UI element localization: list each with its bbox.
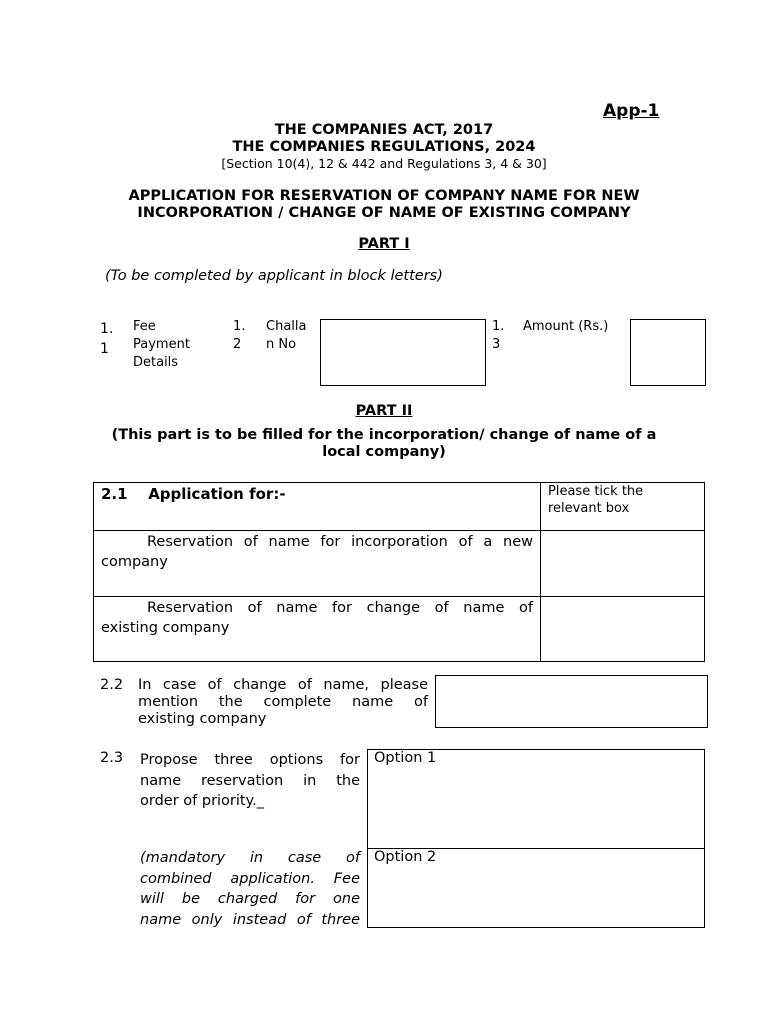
challan-no-label xyxy=(266,318,306,354)
option-change-of-name-line1: Reservation of name for change of name of xyxy=(147,600,533,616)
part1-instruction: (To be completed by applicant in block letters) xyxy=(105,268,443,284)
section-2-3-note-line3: will be charged for one xyxy=(140,891,360,907)
regulations-title: THE COMPANIES REGULATIONS, 2024 xyxy=(232,139,536,155)
challan-item-number xyxy=(233,318,245,354)
option-new-incorporation-line2: company xyxy=(101,554,168,570)
challan-item-number-line2: 2 xyxy=(233,337,242,352)
amount-field[interactable] xyxy=(630,319,706,386)
option-1-field[interactable] xyxy=(368,750,705,849)
fee-payment-label-line2: Payment xyxy=(133,337,190,352)
option-new-incorporation xyxy=(94,531,541,597)
section-2-3-line3: order of priority._ xyxy=(140,793,264,809)
fee-payment-label-line3: Details xyxy=(133,355,179,370)
section-2-3-text xyxy=(140,750,360,812)
section-2-1-header xyxy=(94,483,541,531)
section-2-2-number: 2.2 xyxy=(100,677,124,693)
option-new-incorporation-line1: Reservation of name for incorporation of a new xyxy=(147,534,533,550)
part2-heading: PART II xyxy=(355,403,413,419)
section-2-3-note-line1: (mandatory in case of xyxy=(140,850,360,866)
fee-item-number-line1: 1. xyxy=(100,321,114,337)
fee-item-number-line2: 1 xyxy=(100,341,109,357)
fee-payment-label xyxy=(133,318,190,372)
part2-note-line2: local company) xyxy=(322,444,446,460)
tick-instruction-line2: relevant box xyxy=(548,501,630,516)
part1-heading: PART I xyxy=(358,236,410,252)
section-2-3-line1: Propose three options for xyxy=(140,752,360,768)
section-2-3-line2: name reservation in the xyxy=(140,772,360,789)
amount-item-number xyxy=(492,318,504,354)
option-change-of-name xyxy=(94,597,541,662)
act-title: THE COMPANIES ACT, 2017 xyxy=(274,122,494,138)
section-2-3-note xyxy=(140,848,360,930)
section-2-2-line2: mention the complete name of xyxy=(138,694,428,710)
tick-box-new-incorporation[interactable] xyxy=(541,531,705,597)
option-1-label: Option 1 xyxy=(374,750,437,766)
option-change-of-name-line2: existing company xyxy=(101,620,230,636)
name-options-table xyxy=(367,749,705,928)
application-title-line2: INCORPORATION / CHANGE OF NAME OF EXISTING COMPANY xyxy=(137,205,631,221)
challan-no-label-line1: Challa xyxy=(266,319,307,334)
option-2-label: Option 2 xyxy=(374,849,437,865)
option-2-field[interactable] xyxy=(368,849,705,928)
app-label: App-1 xyxy=(603,101,660,121)
part2-note-line1: (This part is to be filled for the incorporation/ change of name of a xyxy=(111,427,657,443)
tick-instruction xyxy=(541,483,705,531)
section-2-2-line3: existing company xyxy=(138,711,267,727)
section-reference: [Section 10(4), 12 & 442 and Regulations 3, 4 & 30] xyxy=(221,156,547,171)
section-2-1-label: Application for:- xyxy=(148,485,286,503)
tick-instruction-line1: Please tick the xyxy=(548,484,644,499)
section-2-2-text xyxy=(138,677,428,728)
section-2-3-number: 2.3 xyxy=(100,750,124,766)
amount-item-number-line2: 3 xyxy=(492,337,501,352)
amount-item-number-line1: 1. xyxy=(492,319,505,334)
fee-payment-label-line1: Fee xyxy=(133,319,156,334)
section-2-3-note-line2: combined application. Fee xyxy=(140,870,360,887)
existing-company-name-field[interactable] xyxy=(435,675,708,728)
amount-label: Amount (Rs.) xyxy=(523,319,609,334)
challan-no-field[interactable] xyxy=(320,319,486,386)
challan-item-number-line1: 1. xyxy=(233,319,246,334)
tick-box-change-of-name[interactable] xyxy=(541,597,705,662)
section-2-3-note-line4: name only instead of three xyxy=(140,911,360,928)
section-2-2-line1: In case of change of name, please xyxy=(138,677,428,693)
application-title-line1: APPLICATION FOR RESERVATION OF COMPANY NAME FOR NEW xyxy=(128,188,640,204)
challan-no-label-line2: n No xyxy=(266,337,297,352)
application-type-table xyxy=(93,482,705,662)
fee-item-number xyxy=(100,319,113,359)
section-2-1-number: 2.1 xyxy=(101,485,128,503)
